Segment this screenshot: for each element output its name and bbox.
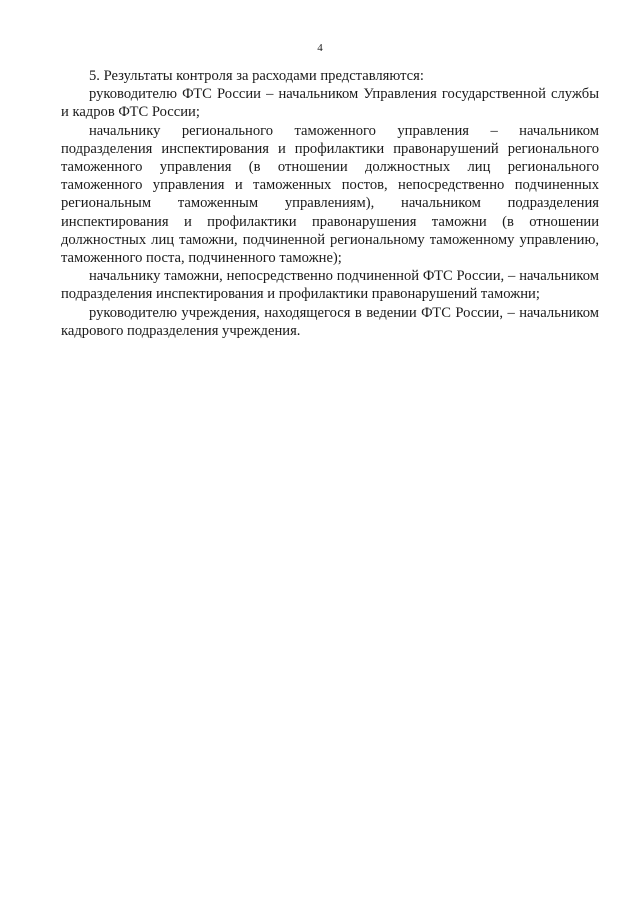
paragraph-fts-head: руководителю ФТС России – начальником Управления государственной службы и кадров ФТС России; bbox=[61, 86, 599, 121]
paragraph-results-intro: 5. Результаты контроля за расходами представляются: bbox=[89, 68, 424, 84]
paragraph-customs-head: начальнику таможни, непосредственно подчиненной ФТС России, – начальником подразделения инспектирования и профилактики правонарушений таможни; bbox=[61, 268, 599, 303]
page-number: 4 bbox=[317, 42, 323, 54]
paragraph-regional-head: начальнику регионального таможенного управления – начальником подразделения инспектирования и профилактики правонарушений регионального таможенного управления (в отношении должностных лиц регионального таможенного управления и таможенных постов, непосредственно подчиненных региональным таможенным управлениям), начальником подразделения инспектирования и профилактики правонарушения таможни (в отношении должностных лиц таможни, подчиненной региональному таможенному управлению, таможенного поста, подчиненного таможне); bbox=[61, 122, 599, 267]
document-body bbox=[61, 67, 599, 340]
paragraph-institution-head: руководителю учреждения, находящегося в ведении ФТС России, – начальником кадрового подразделения учреждения. bbox=[61, 304, 599, 339]
